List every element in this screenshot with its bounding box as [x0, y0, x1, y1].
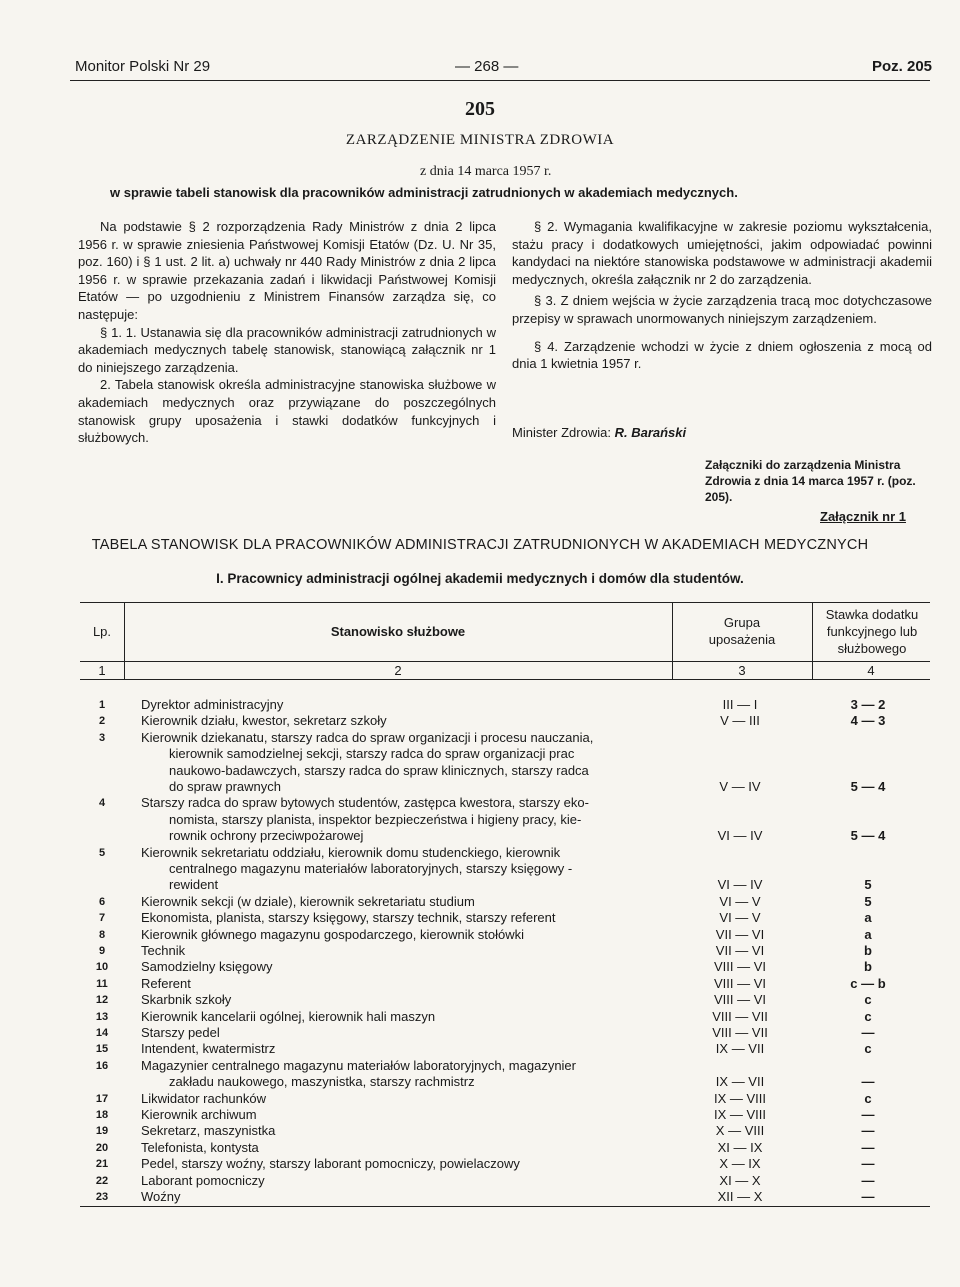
row-position-text: Referent — [141, 975, 191, 991]
row-position-text: Intendent, kwatermistrz — [141, 1041, 276, 1057]
header-page-number: — 268 — — [455, 58, 519, 75]
row-position-text: Likwidator rachunków — [141, 1090, 267, 1106]
signature — [512, 425, 686, 440]
header-position: Poz. 205 — [872, 58, 933, 75]
right-column — [512, 218, 932, 373]
row-group: X — IX — [719, 1156, 761, 1172]
row-number: 15 — [95, 1043, 109, 1056]
table-title: TABELA STANOWISK DLA PRACOWNIKÓW ADMINISTRACJI ZATRUDNIONYCH W AKADEMIACH MEDYCZNYCH — [91, 537, 869, 553]
row-group: IX — VII — [715, 1041, 765, 1057]
row-number: 3 — [98, 731, 106, 744]
row-group: VI — IV — [717, 828, 763, 844]
row-number: 2 — [98, 715, 106, 728]
row-position-text: Telefonista, kontysta — [141, 1139, 259, 1155]
row-number: 14 — [95, 1027, 109, 1039]
row-position-text: kierownik samodzielnej sekcji, starszy radca do spraw organizacji prac — [169, 746, 575, 762]
row-rate: c — [864, 1041, 872, 1057]
row-rate: 3 — 2 — [850, 697, 886, 712]
doc-title: ZARZĄDZENIE MINISTRA ZDROWIA — [345, 132, 615, 148]
row-number: 21 — [95, 1158, 109, 1171]
row-number: 6 — [98, 895, 106, 908]
row-group: VIII — VII — [712, 1008, 768, 1024]
doc-date: z dnia 14 marca 1957 r. — [420, 164, 552, 179]
row-group: VIII — VI — [713, 975, 766, 991]
row-group: VI — IV — [717, 877, 763, 893]
row-group: VIII — VI — [713, 992, 766, 1008]
col-number: 1 — [98, 663, 106, 678]
table-header-rule — [80, 661, 930, 662]
header-rule — [70, 80, 930, 81]
row-number: 10 — [95, 961, 109, 974]
row-position-text: rewident — [169, 877, 219, 893]
row-position-text: Sekretarz, maszynistka — [141, 1123, 276, 1139]
col-header-position: Stanowisko służbowe — [330, 624, 466, 639]
row-rate: b — [864, 959, 872, 975]
row-position-text: naukowo-badawczych, starszy radca do spraw klinicznych, starszy radca — [169, 762, 589, 778]
paragraph: § 4. Zarządzenie wchodzi w życie z dniem ogłoszenia z mocą od dnia 1 kwietnia 1957 r. — [512, 338, 932, 372]
row-group: VI — V — [719, 910, 761, 926]
row-rate: — — [861, 1189, 875, 1204]
row-group: VIII — VII — [712, 1025, 768, 1040]
row-rate: — — [861, 1025, 875, 1040]
paragraph: § 2. Wymagania kwalifikacyjne w zakresie poziomu wykształcenia, stażu pracy i dodatkowych umiejętności, jakim odpowiadać powinni kandydaci na niektóre stanowiska podstawowe w administracji akademii medycznych, określa załącznik nr 2 do zarządzenia. — [512, 219, 932, 287]
section-heading: I. Pracownicy administracji ogólnej akademii medycznych i domów dla studentów. — [216, 571, 744, 586]
annex-number: Załącznik nr 1 — [820, 509, 906, 524]
row-position-text: rownik ochrony przeciwpożarowej — [169, 828, 364, 844]
row-position-text: Skarbnik szkoły — [141, 992, 232, 1008]
left-column — [78, 218, 496, 447]
row-rate: 5 — 4 — [850, 828, 886, 844]
signature-name: R. Barański — [614, 425, 687, 440]
row-group: XI — IX — [717, 1139, 763, 1155]
row-position-text: Samodzielny księgowy — [141, 959, 273, 975]
annex-note: Załączniki do zarządzenia Ministra Zdrowia z dnia 14 marca 1957 r. (poz. 205). — [705, 458, 916, 504]
row-group: XI — X — [719, 1172, 761, 1188]
row-group: XII — X — [717, 1189, 763, 1204]
row-position-text: Kierownik archiwum — [141, 1107, 257, 1122]
row-position-text: do spraw prawnych — [169, 779, 281, 794]
doc-number: 205 — [465, 98, 495, 120]
row-rate: b — [864, 943, 872, 958]
row-rate: 5 — [864, 877, 872, 893]
row-rate: — — [861, 1139, 875, 1155]
table-top-rule — [80, 602, 930, 603]
row-position-text: Ekonomista, planista, starszy księgowy, starszy technik, starszy referent — [141, 910, 556, 926]
row-group: VII — VI — [715, 926, 765, 942]
row-number: 1 — [98, 699, 106, 711]
row-rate: c — b — [850, 975, 886, 991]
col-header-rate: Stawka dodatku funkcyjnego lub służbowego — [825, 607, 919, 656]
row-number: 23 — [95, 1191, 109, 1203]
table-colnum-rule — [80, 679, 930, 680]
row-number: 8 — [98, 928, 106, 941]
row-position-text: Kierownik sekretariatu oddziału, kierownik domu studenckiego, kierownik — [141, 844, 561, 860]
row-number: 7 — [98, 912, 106, 925]
row-number: 22 — [95, 1174, 109, 1187]
row-rate: 5 — [864, 893, 872, 909]
paragraph: § 1. 1. Ustanawia się dla pracowników administracji zatrudnionych w akademiach medycznych tabelę stanowisk, stanowiącą załącznik nr 1 do niniejszego zarządzenia. — [78, 324, 496, 375]
row-group: VIII — VI — [713, 959, 766, 975]
row-rate: c — [864, 1090, 872, 1106]
row-rate: 5 — 4 — [850, 779, 886, 794]
row-rate: — — [861, 1074, 875, 1090]
col-header-lp: Lp. — [92, 624, 112, 639]
header-journal: Monitor Polski Nr 29 — [75, 58, 211, 75]
row-rate: a — [864, 910, 872, 926]
row-number: 20 — [95, 1141, 109, 1154]
row-position-text: centralnego magazynu materiałów laboratoryjnych, starszy księgowy - — [169, 861, 573, 876]
row-group: IX — VIII — [713, 1090, 766, 1106]
row-number: 5 — [98, 846, 106, 859]
row-position-text: Starszy pedel — [141, 1025, 220, 1040]
row-position-text: Woźny — [141, 1189, 181, 1204]
paragraph: 2. Tabela stanowisk określa administracyjne stanowiska służbowe w akademiach medycznych oraz przywiązane do poszczególnych stanowisk grupy uposażenia i stawki dodatków funkcyjnych i służbowych. — [78, 377, 496, 446]
row-position-text: Kierownik działu, kwestor, sekretarz szkoły — [141, 713, 387, 729]
row-position-text: Laborant pomocniczy — [141, 1172, 265, 1188]
row-position-text: Kierownik sekcji (w dziale), kierownik sekretariatu studium — [141, 893, 475, 909]
row-number: 12 — [95, 994, 109, 1007]
col-number: 2 — [394, 663, 402, 678]
row-number: 4 — [98, 797, 106, 810]
paragraph: Na podstawie § 2 rozporządzenia Rady Ministrów z dnia 2 lipca 1956 r. w sprawie zniesienia Państwowej Komisji Etatów (Dz. U. Nr 35, poz. 160) i § 1 ust. 2 lit. a) uchwały nr 440 Rady Ministrów z dnia 2 lipca 1956 r. w sprawie przekazania zadań i likwidacji Państwowej Komisji Etatów — po uzgodnieniu z Ministrem Finansów zarządza się, co następuje: — [78, 219, 496, 322]
row-group: IX — VIII — [713, 1107, 766, 1122]
row-group: V — III — [720, 713, 760, 729]
row-position-text: nomista, starszy planista, inspektor bezpieczeństwa i higieny pracy, kie- — [169, 811, 582, 827]
col-header-group: Grupa uposażenia — [708, 615, 776, 647]
signature-label: Minister Zdrowia: — [512, 425, 611, 440]
row-rate: a — [864, 926, 872, 942]
table-bottom-rule — [80, 1206, 930, 1207]
row-number: 16 — [95, 1059, 109, 1072]
col-number: 3 — [738, 663, 746, 678]
row-position-text: Pedel, starszy woźny, starszy laborant pomocniczy, powielaczowy — [141, 1156, 520, 1172]
row-number: 18 — [95, 1109, 109, 1121]
row-group: VII — VI — [715, 943, 765, 958]
col-number: 4 — [867, 663, 875, 678]
row-number: 17 — [95, 1092, 109, 1105]
row-number: 13 — [95, 1010, 109, 1023]
row-group: IX — VII — [715, 1074, 765, 1090]
row-position-text: Dyrektor administracyjny — [141, 697, 284, 712]
row-group: X — VIII — [715, 1123, 765, 1139]
row-number: 9 — [98, 945, 106, 957]
row-rate: — — [861, 1172, 875, 1188]
row-rate: 4 — 3 — [850, 713, 886, 729]
row-number: 11 — [96, 977, 108, 990]
row-group: III — I — [722, 697, 758, 712]
row-group: V — IV — [719, 779, 761, 794]
row-rate: c — [864, 992, 872, 1008]
row-rate: — — [861, 1123, 875, 1139]
row-position-text: zakładu naukowego, maszynistka, starszy rachmistrz — [169, 1074, 475, 1090]
row-position-text: Magazynier centralnego magazynu materiałów laboratoryjnych, magazynier — [141, 1057, 576, 1073]
row-position-text: Starszy radca do spraw bytowych studentów, zastępca kwestora, starszy eko- — [141, 795, 589, 811]
doc-subject: w sprawie tabeli stanowisk dla pracowników administracji zatrudnionych w akademiach medycznych. — [110, 185, 738, 200]
row-rate: — — [861, 1156, 875, 1172]
row-position-text: Kierownik kancelarii ogólnej, kierownik hali maszyn — [141, 1008, 436, 1024]
row-position-text: Kierownik głównego magazynu gospodarczego, kierownik stołówki — [141, 926, 524, 942]
row-position-text: Kierownik dziekanatu, starszy radca do spraw organizacji i procesu nauczania, — [141, 729, 594, 745]
row-rate: c — [864, 1008, 872, 1024]
row-group: VI — V — [719, 893, 761, 909]
row-rate: — — [861, 1107, 875, 1122]
row-number: 19 — [95, 1125, 109, 1138]
row-position-text: Technik — [141, 943, 186, 958]
paragraph: § 3. Z dniem wejścia w życie zarządzenia tracą moc dotychczasowe przepisy w sprawach unormowanych niniejszym zarządzeniem. — [512, 293, 932, 326]
